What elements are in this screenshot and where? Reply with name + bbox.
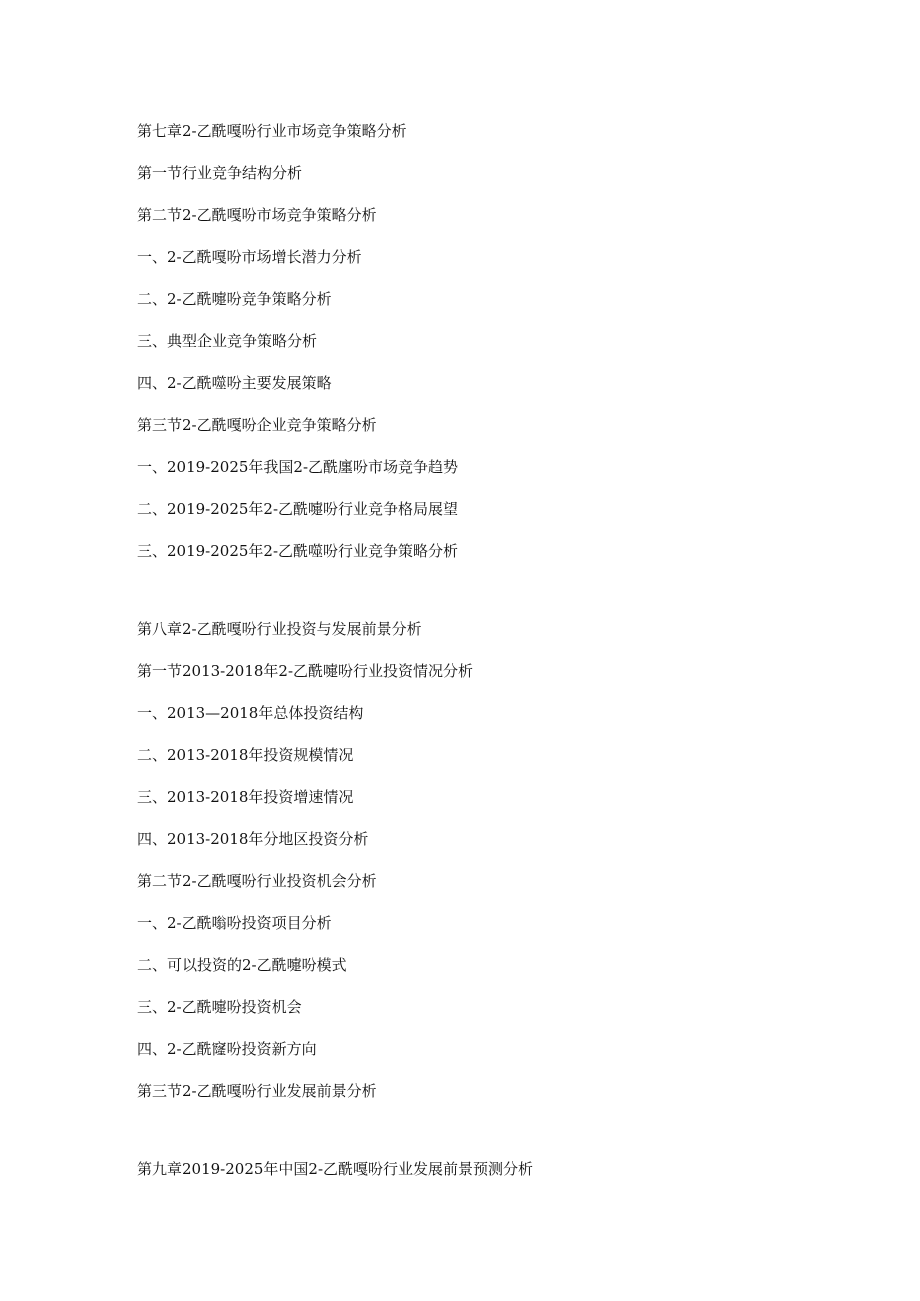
toc-line: 三、2013-2018年投资增速情况 bbox=[137, 788, 354, 806]
toc-line: 一、2019-2025年我国2-乙酰廛吩市场竞争趋势 bbox=[137, 458, 459, 476]
toc-line: 四、2-乙酰窿吩投资新方向 bbox=[137, 1040, 317, 1058]
toc-line: 第一节2013-2018年2-乙酰嚏吩行业投资情况分析 bbox=[137, 662, 474, 680]
chapter-8-heading: 第八章2-乙酰嘎吩行业投资与发展前景分析 bbox=[137, 620, 422, 638]
toc-line: 一、2013—2018年总体投资结构 bbox=[137, 704, 364, 722]
toc-line: 二、2-乙酰嚏吩竞争策略分析 bbox=[137, 290, 332, 308]
toc-line: 三、2019-2025年2-乙酰噬吩行业竞争策略分析 bbox=[137, 542, 459, 560]
toc-line: 二、2019-2025年2-乙酰嚏吩行业竞争格局展望 bbox=[137, 500, 459, 518]
toc-line: 第三节2-乙酰嘎吩企业竞争策略分析 bbox=[137, 416, 377, 434]
toc-line: 第二节2-乙酰嘎吩行业投资机会分析 bbox=[137, 872, 377, 890]
toc-line: 一、2-乙酰嘎吩市场增长潜力分析 bbox=[137, 248, 362, 266]
toc-line: 三、2-乙酰嚏吩投资机会 bbox=[137, 998, 302, 1016]
toc-line: 四、2013-2018年分地区投资分析 bbox=[137, 830, 369, 848]
chapter-9-heading: 第九章2019-2025年中国2-乙酰嘎吩行业发展前景预测分析 bbox=[137, 1160, 534, 1178]
chapter-7-heading: 第七章2-乙酰嘎吩行业市场竞争策略分析 bbox=[137, 122, 407, 140]
toc-line: 四、2-乙酰噬吩主要发展策略 bbox=[137, 374, 332, 392]
toc-line: 二、可以投资的2-乙酰嚏吩模式 bbox=[137, 956, 347, 974]
toc-line: 三、典型企业竞争策略分析 bbox=[137, 332, 318, 350]
toc-line: 二、2013-2018年投资规模情况 bbox=[137, 746, 354, 764]
toc-line: 第三节2-乙酰嘎吩行业发展前景分析 bbox=[137, 1082, 377, 1100]
toc-line: 第一节行业竞争结构分析 bbox=[137, 164, 303, 182]
toc-line: 一、2-乙酰嗡吩投资项目分析 bbox=[137, 914, 332, 932]
toc-line: 第二节2-乙酰嘎吩市场竞争策略分析 bbox=[137, 206, 377, 224]
